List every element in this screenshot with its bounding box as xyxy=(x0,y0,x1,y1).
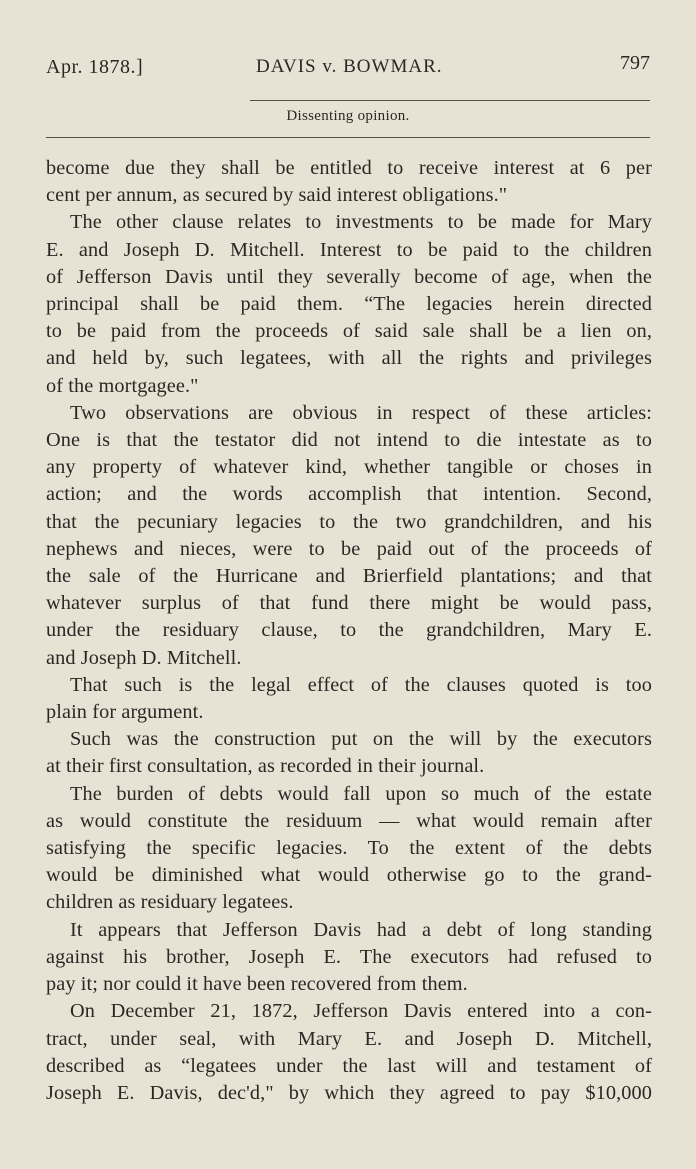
text-line: One is that the testator did not intend to die intestate as to xyxy=(46,429,652,452)
header-date: Apr. 1878.] xyxy=(46,56,144,78)
section-subheading: Dissenting opinion. xyxy=(286,108,410,124)
text-line: cent per annum, as secured by said interest obligations." xyxy=(46,184,508,207)
text-line: as would constitute the residuum — what would remain after xyxy=(46,809,652,832)
text-line: under the residuary clause, to the grandchildren, Mary E. xyxy=(46,619,652,642)
text-line: action; and the words accomplish that intention. Second, xyxy=(46,483,652,506)
text-line: to be paid from the proceeds of said sale shall be a lien on, xyxy=(46,320,652,343)
text-line: would be diminished what would otherwise go to the grand- xyxy=(46,864,652,887)
text-line: at their first consultation, as recorded in their journal. xyxy=(46,755,485,778)
text-line: and Joseph D. Mitchell. xyxy=(46,646,242,669)
text-line: E. and Joseph D. Mitchell. Interest to be paid to the children xyxy=(46,238,652,261)
text-line: the sale of the Hurricane and Brierfield plantations; and that xyxy=(46,565,652,588)
header-rule xyxy=(250,100,650,101)
text-line: Two observations are obvious in respect of these articles: xyxy=(70,401,652,424)
header-case-title: DAVIS v. BOWMAR. xyxy=(256,56,443,77)
text-line: of the mortgagee." xyxy=(46,374,199,397)
text-line: become due they shall be entitled to receive interest at 6 per xyxy=(46,157,652,179)
text-line: and held by, such legatees, with all the rights and privileges xyxy=(46,347,652,370)
text-line: principal shall be paid them. “The legacies herein directed xyxy=(46,293,652,316)
text-line: Such was the construction put on the will by the executors xyxy=(70,728,652,751)
running-header xyxy=(46,52,650,86)
text-line: whatever surplus of that fund there might be would pass, xyxy=(46,592,652,615)
text-line: The burden of debts would fall upon so much of the estate xyxy=(70,782,652,805)
text-line: Joseph E. Davis, dec'd," by which they agreed to pay $10,000 xyxy=(46,1081,652,1104)
text-line: satisfying the specific legacies. To the extent of the debts xyxy=(46,837,652,860)
text-line: plain for argument. xyxy=(46,701,204,724)
text-line: of Jefferson Davis until they severally become of age, when the xyxy=(46,265,652,288)
subheading-rule xyxy=(46,137,650,138)
text-line: The other clause relates to investments to be made for Mary xyxy=(70,211,652,234)
body-text xyxy=(46,155,652,1107)
text-line: That such is the legal effect of the clauses quoted is too xyxy=(70,673,652,696)
text-line: On December 21, 1872, Jefferson Davis entered into a con- xyxy=(70,1000,652,1023)
text-line: against his brother, Joseph E. The executors had refused to xyxy=(46,945,652,968)
text-line: nephews and nieces, were to be paid out of the proceeds of xyxy=(46,537,652,560)
text-line: any property of whatever kind, whether tangible or choses in xyxy=(46,456,652,479)
text-line: pay it; nor could it have been recovered from them. xyxy=(46,973,468,996)
text-line: It appears that Jefferson Davis had a debt of long standing xyxy=(70,918,652,941)
text-line: children as residuary legatees. xyxy=(46,891,294,914)
page-number: 797 xyxy=(620,52,650,74)
text-line: described as “legatees under the last will and testament of xyxy=(46,1054,652,1077)
text-line: tract, under seal, with Mary E. and Joseph D. Mitchell, xyxy=(46,1027,652,1050)
text-line: that the pecuniary legacies to the two grandchildren, and his xyxy=(46,510,652,533)
